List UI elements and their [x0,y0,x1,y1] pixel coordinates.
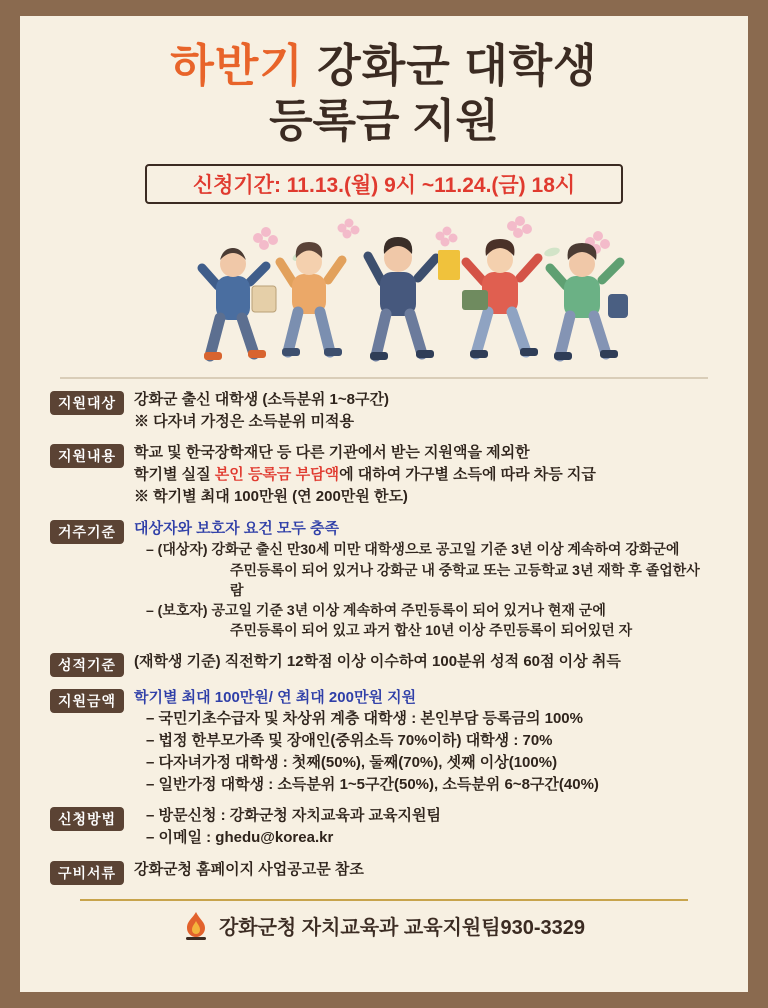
section-residency [50,518,712,641]
sections-container [20,379,748,885]
application-period-box [145,164,623,204]
person-5 [550,243,628,360]
section-line: – (보호자) 공고일 기준 3년 이상 계속하여 주민등록이 되어 있거나 현재 군에 [146,602,606,619]
section-tag: 지원내용 [50,444,124,468]
section-line: – 방문신청 : 강화군청 자치교육과 교육지원팀 [146,807,441,825]
section-line-highlight [134,464,712,486]
section-line: 강화군청 홈페이지 사업공고문 참조 [134,860,364,878]
illustration-svg [42,216,726,371]
section-line: 주민등록이 되어 있고 과거 합산 10년 이상 주민등록이 되어있던 자 [230,622,633,639]
section-line: – 법정 한부모가족 및 장애인(중위소득 70%이하) 대학생 : 70% [146,732,553,750]
section-body [134,687,712,796]
section-line-email: – 이메일 : ghedu@korea.kr [146,829,334,847]
section-support-amount [50,687,712,796]
section-line: 학기별 최대 100만원/ 연 최대 200만원 지원 [134,688,417,706]
section-grade-standard [50,651,712,677]
section-tag: 지원금액 [50,689,124,713]
section-line-text: 학기별 실질 본인 등록금 부담액에 대하여 가구별 소득에 따라 차등 지급 [134,466,596,483]
footer-text: 강화군청 자치교육과 교육지원팀930-3329 [218,917,586,940]
footer-divider [80,899,688,901]
person-4 [462,239,538,358]
section-line: – 다자녀가정 대학생 : 첫째(50%), 둘째(70%), 셋째 이상(100%) [146,753,558,771]
section-line: – (대상자) 강화군 출신 만30세 미만 대학생으로 공고일 기준 3년 이상 계속하여 강화군에 [146,541,680,558]
section-tag: 성적기준 [50,653,124,677]
title-line-1 [20,40,748,92]
section-line: 대상자와 보호자 요건 모두 충족 [134,519,340,537]
section-body [134,518,712,641]
flame-icon [183,911,209,941]
section-tag: 지원대상 [50,391,124,415]
section-body [134,651,712,677]
person-1 [202,248,276,360]
section-support-content [50,442,712,507]
footer-contact [20,911,748,941]
section-line: – 국민기초수급자 및 차상위 계층 대학생 : 본인부담 등록금의 100% [146,710,583,728]
section-body [134,859,712,885]
leaf-decor [291,239,561,263]
section-line: ※ 학기별 최대 100만원 (연 200만원 한도) [134,487,408,505]
section-body [134,442,712,507]
section-tag: 신청방법 [50,807,124,831]
person-3 [368,237,460,360]
section-support-target [50,389,712,433]
section-line: 주민등록이 되어 있거나 강화군 내 중학교 또는 고등학교 3년 재학 후 졸업한사람 [230,561,700,598]
title-block [20,16,748,148]
poster-root [20,16,748,992]
section-line: 학교 및 한국장학재단 등 다른 기관에서 받는 지원액을 제외한 [134,444,530,462]
section-line: (재학생 기준) 직전학기 12학점 이상 이수하여 100분위 성적 60점 이상 취득 [134,652,621,670]
section-line: 강화군 출신 대학생 (소득분위 1~8구간) [134,390,389,408]
section-tag: 거주기준 [50,520,124,544]
section-how-to-apply [50,805,712,849]
section-line: – 일반가정 대학생 : 소득분위 1~5구간(50%), 소득분위 6~8구간(40%) [146,775,599,793]
title-keyword-students: 강화군 대학생 [317,40,598,91]
section-line: ※ 다자녀 가정은 소득분위 미적용 [134,412,355,430]
illustration-students-jumping [42,216,726,371]
section-required-documents [50,859,712,885]
title-line-2: 등록금 지원 [269,94,499,146]
application-period-text: 신청기간: 11.13.(월) 9시 ~11.24.(금) 18시 [192,173,576,197]
section-tag: 구비서류 [50,861,124,885]
person-2 [280,242,342,356]
section-body [134,805,712,849]
title-keyword-half-year: 하반기 [170,40,304,91]
section-body [134,389,712,433]
